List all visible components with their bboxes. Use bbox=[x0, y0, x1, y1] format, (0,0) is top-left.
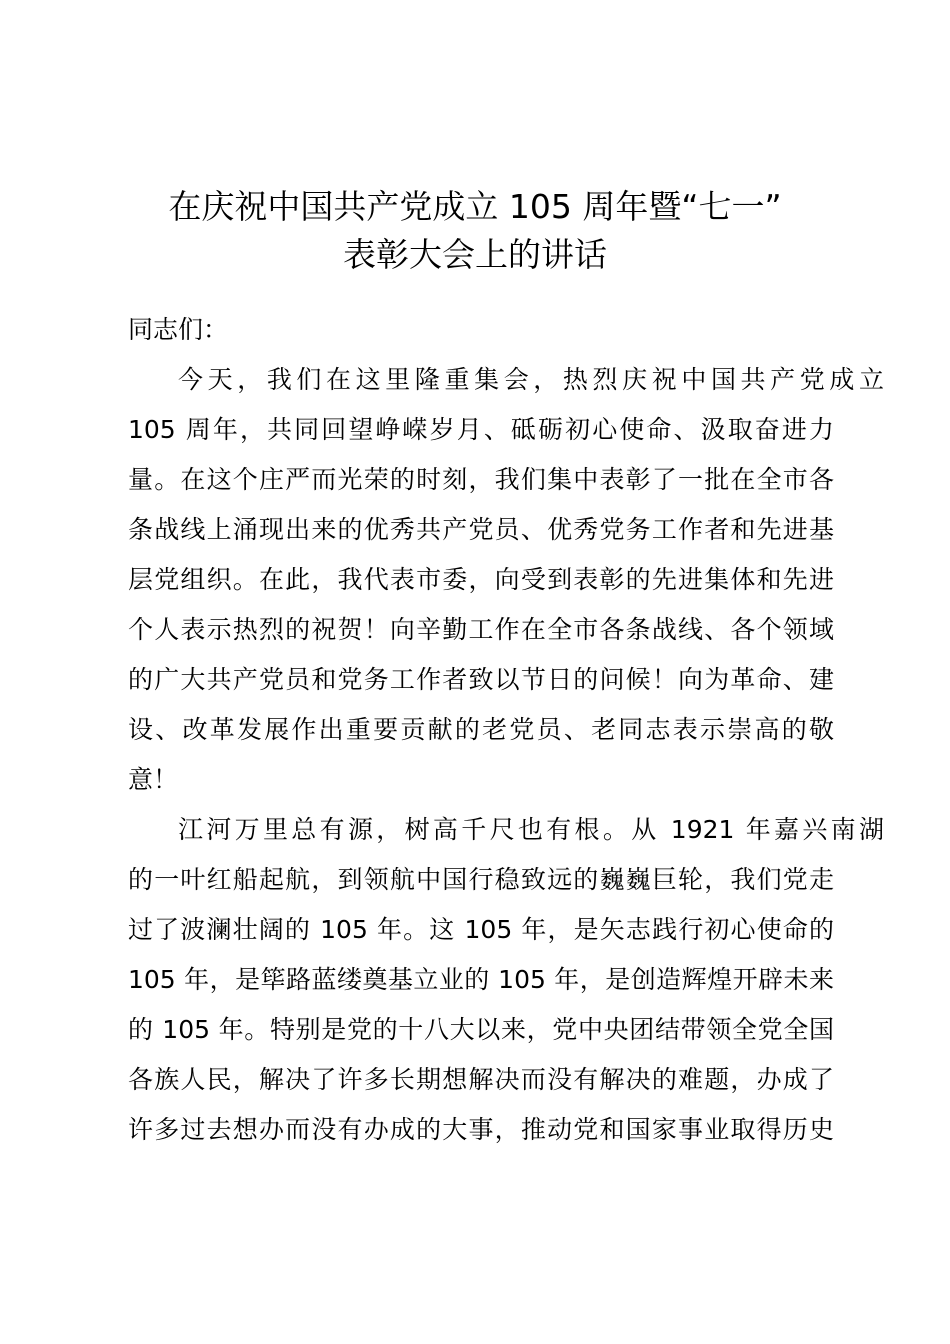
paragraph-2-line-4: 105 年，是筚路蓝缕奠基立业的 105 年，是创造辉煌开辟未来 bbox=[128, 965, 834, 994]
paragraph-1-line-3: 量。在这个庄严而光荣的时刻，我们集中表彰了一批在全市各 bbox=[128, 465, 834, 494]
paragraph-2-line-5: 的 105 年。特别是党的十八大以来，党中央团结带领全党全国 bbox=[128, 1015, 834, 1044]
paragraph-1-line-4: 条战线上涌现出来的优秀共产党员、优秀党务工作者和先进基 bbox=[128, 515, 834, 544]
paragraph-1-line-2: 105 周年，共同回望峥嵘岁月、砥砺初心使命、汲取奋进力 bbox=[128, 415, 834, 444]
document-title-line-1: 在庆祝中国共产党成立 105 周年暨“七一” bbox=[168, 187, 782, 226]
paragraph-2-line-6: 各族人民，解决了许多长期想解决而没有解决的难题，办成了 bbox=[128, 1065, 834, 1094]
paragraph-1-line-6: 个人表示热烈的祝贺！向辛勤工作在全市各条战线、各个领域 bbox=[128, 615, 834, 644]
document-title-line-2: 表彰大会上的讲话 bbox=[343, 235, 607, 274]
paragraph-1-line-1: 今天，我们在这里隆重集会，热烈庆祝中国共产党成立 bbox=[178, 365, 884, 394]
paragraph-1-line-7: 的广大共产党员和党务工作者致以节日的问候！向为革命、建 bbox=[128, 665, 834, 694]
paragraph-1-line-8: 设、改革发展作出重要贡献的老党员、老同志表示崇高的敬 bbox=[128, 715, 834, 744]
paragraph-1-line-9: 意！ bbox=[128, 765, 179, 794]
paragraph-2-line-3: 过了波澜壮阔的 105 年。这 105 年，是矢志践行初心使命的 bbox=[128, 915, 834, 944]
paragraph-1-line-5: 层党组织。在此，我代表市委，向受到表彰的先进集体和先进 bbox=[128, 565, 834, 594]
paragraph-2-line-2: 的一叶红船起航，到领航中国行稳致远的巍巍巨轮，我们党走 bbox=[128, 865, 834, 894]
paragraph-2-line-1: 江河万里总有源，树高千尺也有根。从 1921 年嘉兴南湖 bbox=[178, 815, 884, 844]
paragraph-2-line-7: 许多过去想办而没有办成的大事，推动党和国家事业取得历史 bbox=[128, 1115, 834, 1144]
salutation: 同志们： bbox=[128, 315, 229, 344]
